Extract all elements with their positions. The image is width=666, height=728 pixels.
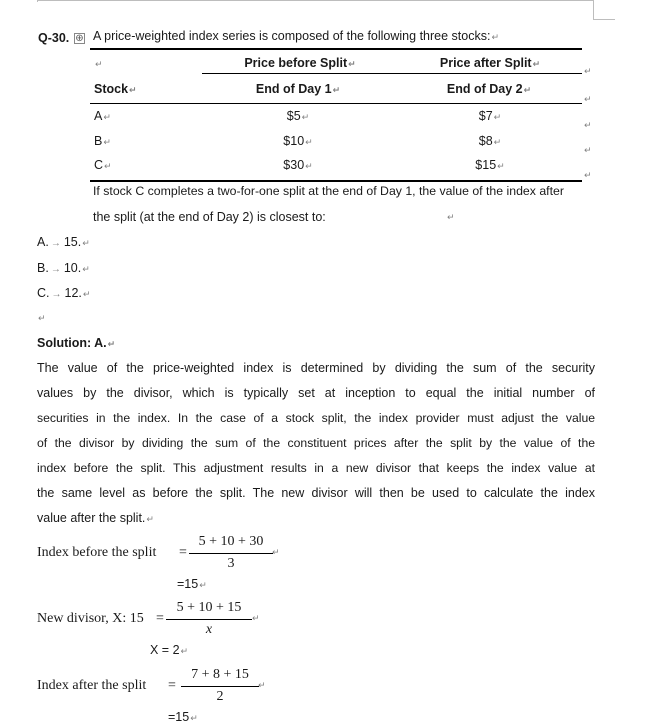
question-prompt-line2: the split (at the end of Day 2) is closest to: bbox=[93, 210, 326, 224]
page-corner-right bbox=[593, 19, 615, 20]
solution-line: The value of the price-weighted index is determined by dividing the sum of the security bbox=[37, 361, 595, 375]
eq2-denominator: x bbox=[205, 622, 213, 637]
header-top-empty: ↵ bbox=[95, 59, 103, 69]
header-end-day1: End of Day 1↵ bbox=[255, 82, 341, 96]
row-end-mark: ↵ bbox=[584, 170, 592, 180]
eq2-end-mark: ↵ bbox=[252, 613, 260, 623]
page-corner-right-v bbox=[593, 0, 594, 20]
blank-line-mark: ↵ bbox=[38, 313, 46, 323]
eq1-denominator: 3 bbox=[227, 556, 235, 571]
eq3-fraction bbox=[181, 667, 259, 705]
eq3-result: =15↵ bbox=[168, 710, 198, 724]
eq1-label: Index before the split bbox=[37, 545, 157, 560]
eq2-equals: = bbox=[156, 611, 164, 626]
eq2-fraction bbox=[166, 600, 252, 638]
table-row-c-after: $15↵ bbox=[475, 158, 505, 172]
eq2-label: New divisor, X: 15 bbox=[37, 611, 144, 626]
option-c[interactable]: C. → 12.↵ bbox=[37, 286, 91, 300]
table-row-a-before: $5↵ bbox=[286, 109, 310, 123]
question-stem: A price-weighted index series is composed of the following three stocks:↵ bbox=[93, 29, 499, 43]
header-price-before: Price before Split↵ bbox=[244, 56, 356, 70]
table-row-b-after: $8↵ bbox=[478, 134, 502, 148]
table-row-b-before: $10↵ bbox=[283, 134, 313, 148]
row-end-mark: ↵ bbox=[584, 145, 592, 155]
solution-line-last: value after the split.↵ bbox=[37, 511, 154, 525]
solution-line: values by the divisor, which is typically set at inception to equal the initial number of bbox=[37, 386, 595, 400]
solution-line: securities in the index. In the case of a stock split, the index provider must adjust the value bbox=[37, 411, 595, 425]
question-number: Q-30. bbox=[38, 31, 70, 45]
eq3-denominator: 2 bbox=[216, 689, 224, 704]
page-top-border bbox=[37, 0, 593, 1]
eq3-equals: = bbox=[168, 678, 176, 693]
table-row-b-stock: B↵ bbox=[94, 134, 111, 148]
eq1-fraction bbox=[189, 534, 273, 572]
solution-heading: Solution: A.↵ bbox=[37, 336, 116, 350]
solution-line: index before the split. This adjustment results in a new divisor that keeps the index value at bbox=[37, 461, 595, 475]
header-end-day2: End of Day 2↵ bbox=[446, 82, 532, 96]
eq1-equals: = bbox=[179, 545, 187, 560]
eq1-end-mark: ↵ bbox=[272, 547, 280, 557]
header-group-rule bbox=[202, 73, 582, 74]
table-row-a-after: $7↵ bbox=[478, 109, 502, 123]
prompt-end-mark: ↵ bbox=[447, 212, 455, 222]
header-price-after: Price after Split↵ bbox=[439, 56, 541, 70]
eq3-numerator: 7 + 8 + 15 bbox=[191, 667, 249, 682]
row-end-mark: ↵ bbox=[584, 66, 592, 76]
table-row-a-stock: A↵ bbox=[94, 109, 111, 123]
header-bottom-rule bbox=[90, 103, 582, 104]
row-end-mark: ↵ bbox=[584, 94, 592, 104]
row-end-mark: ↵ bbox=[584, 120, 592, 130]
option-a[interactable]: A. → 15.↵ bbox=[37, 235, 90, 249]
eq3-end-mark: ↵ bbox=[258, 680, 266, 690]
table-row-c-before: $30↵ bbox=[283, 158, 313, 172]
option-b[interactable]: B. → 10.↵ bbox=[37, 261, 90, 275]
solution-line: the same level as before the split. The new divisor will then be used to calculate the index bbox=[37, 486, 595, 500]
header-stock: Stock↵ bbox=[94, 82, 137, 96]
eq1-numerator: 5 + 10 + 30 bbox=[198, 534, 264, 549]
table-row-c-stock: C↵ bbox=[94, 158, 112, 172]
table-move-handle-icon[interactable]: ⊕ bbox=[75, 33, 84, 44]
table-bottom-rule bbox=[90, 180, 582, 182]
page-corner-left bbox=[37, 0, 38, 2]
eq2-result: X = 2↵ bbox=[150, 643, 189, 657]
eq2-numerator: 5 + 10 + 15 bbox=[176, 600, 242, 615]
eq3-label: Index after the split bbox=[37, 678, 147, 693]
eq1-result: =15↵ bbox=[177, 577, 207, 591]
solution-line: of the divisor by dividing the sum of the constituent prices after the split by the value of the bbox=[37, 436, 595, 450]
table-top-rule bbox=[90, 48, 582, 50]
question-prompt-line1: If stock C completes a two-for-one split at the end of Day 1, the value of the index after bbox=[93, 184, 564, 198]
